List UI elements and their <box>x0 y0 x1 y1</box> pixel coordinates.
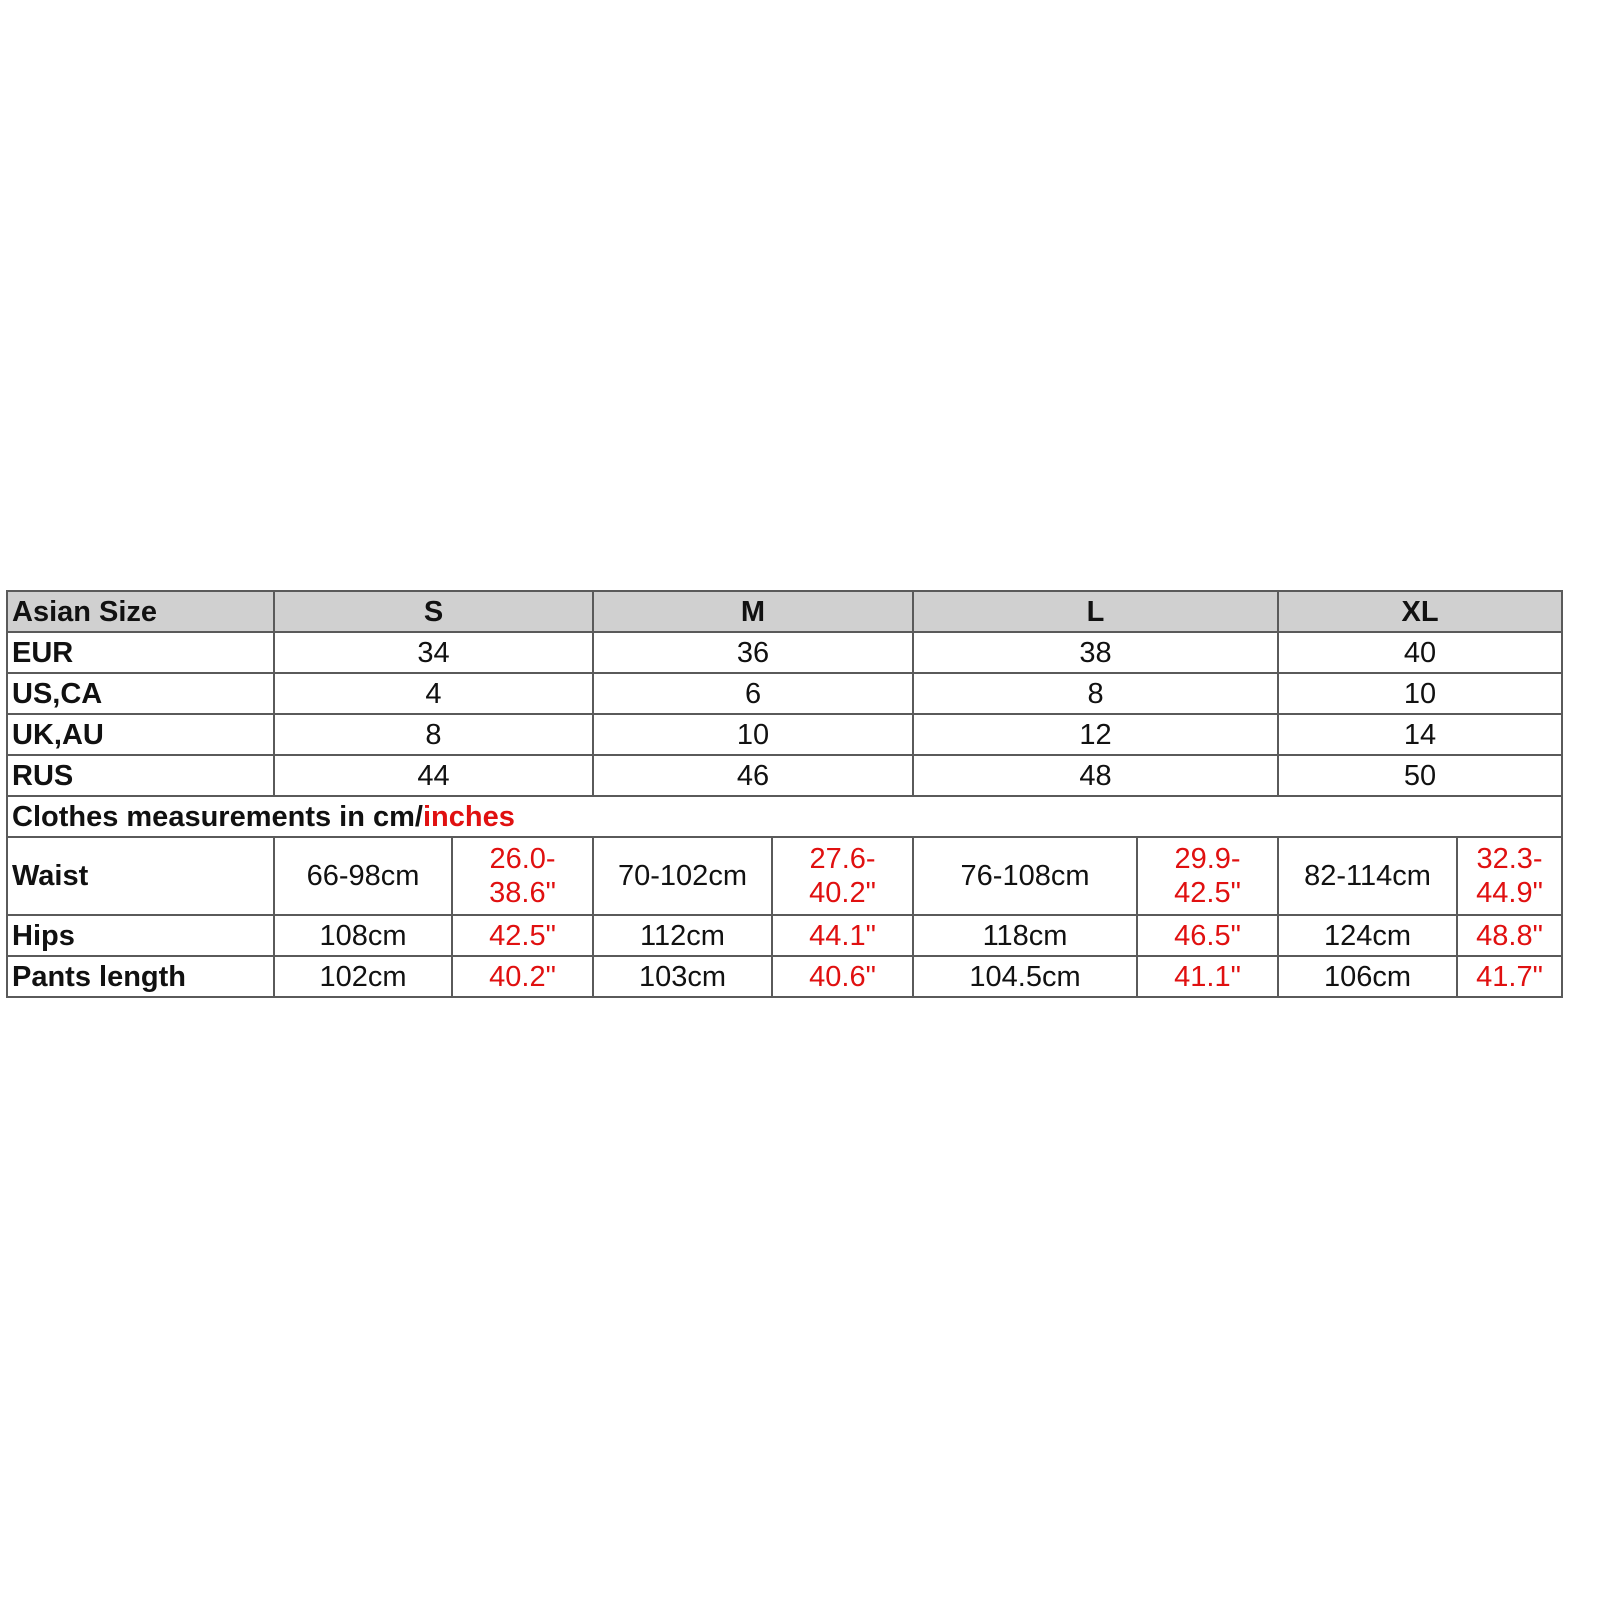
inch-cell: 40.6" <box>772 956 913 997</box>
row-label: UK,AU <box>7 714 274 755</box>
cm-cell: 124cm <box>1278 915 1457 956</box>
size-header-xl: XL <box>1278 591 1562 632</box>
size-chart-table <box>6 590 1563 998</box>
cm-cell: 112cm <box>593 915 772 956</box>
cm-cell: 118cm <box>913 915 1137 956</box>
inch-cell: 42.5" <box>452 915 593 956</box>
table-cell: 6 <box>593 673 913 714</box>
size-row-us-ca <box>7 673 1562 714</box>
row-label: Hips <box>7 915 274 956</box>
table-cell: 50 <box>1278 755 1562 796</box>
section-heading-cm: Clothes measurements in cm/ <box>12 800 423 833</box>
table-cell: 12 <box>913 714 1278 755</box>
inch-cell: 41.7" <box>1457 956 1562 997</box>
table-cell: 10 <box>593 714 913 755</box>
size-row-uk-au <box>7 714 1562 755</box>
size-row-rus <box>7 755 1562 796</box>
inch-cell-line: 44.9" <box>1476 877 1543 909</box>
inch-cell-line: 32.3- <box>1476 843 1543 875</box>
cm-cell: 102cm <box>274 956 452 997</box>
cm-cell: 104.5cm <box>913 956 1137 997</box>
table-cell: 4 <box>274 673 593 714</box>
measurement-row-waist <box>7 837 1562 915</box>
table-cell: 8 <box>913 673 1278 714</box>
table-cell: 48 <box>913 755 1278 796</box>
inch-cell-line: 26.0- <box>489 843 556 875</box>
inch-cell-line: 27.6- <box>809 843 876 875</box>
table-cell: 14 <box>1278 714 1562 755</box>
table-cell: 40 <box>1278 632 1562 673</box>
table-cell: 10 <box>1278 673 1562 714</box>
row-label: EUR <box>7 632 274 673</box>
cm-cell: 76-108cm <box>913 837 1137 915</box>
header-label: Asian Size <box>7 591 274 632</box>
table-cell: 8 <box>274 714 593 755</box>
inch-cell-line: 42.5" <box>1174 877 1241 909</box>
table-cell: 46 <box>593 755 913 796</box>
inch-cell: 41.1" <box>1137 956 1278 997</box>
measurement-row-pants-length <box>7 956 1562 997</box>
header-row <box>7 591 1562 632</box>
inch-cell <box>1457 837 1562 915</box>
row-label: Pants length <box>7 956 274 997</box>
cm-cell: 108cm <box>274 915 452 956</box>
inch-cell <box>772 837 913 915</box>
section-heading <box>7 796 1562 837</box>
cm-cell: 70-102cm <box>593 837 772 915</box>
size-header-m: M <box>593 591 913 632</box>
size-header-l: L <box>913 591 1278 632</box>
inch-cell-line: 38.6" <box>489 877 556 909</box>
inch-cell <box>1137 837 1278 915</box>
size-row-eur <box>7 632 1562 673</box>
inch-cell-line: 40.2" <box>809 877 876 909</box>
table-cell: 34 <box>274 632 593 673</box>
cm-cell: 82-114cm <box>1278 837 1457 915</box>
section-heading-inches: inches <box>422 800 515 833</box>
inch-cell: 40.2" <box>452 956 593 997</box>
table-cell: 38 <box>913 632 1278 673</box>
size-header-s: S <box>274 591 593 632</box>
row-label: RUS <box>7 755 274 796</box>
inch-cell: 44.1" <box>772 915 913 956</box>
section-row <box>7 796 1562 837</box>
inch-cell: 48.8" <box>1457 915 1562 956</box>
inch-cell-line: 29.9- <box>1174 843 1241 875</box>
measurement-row-hips <box>7 915 1562 956</box>
cm-cell: 103cm <box>593 956 772 997</box>
inch-cell <box>452 837 593 915</box>
inch-cell: 46.5" <box>1137 915 1278 956</box>
cm-cell: 66-98cm <box>274 837 452 915</box>
table-cell: 36 <box>593 632 913 673</box>
row-label: US,CA <box>7 673 274 714</box>
table-cell: 44 <box>274 755 593 796</box>
row-label: Waist <box>7 837 274 915</box>
cm-cell: 106cm <box>1278 956 1457 997</box>
